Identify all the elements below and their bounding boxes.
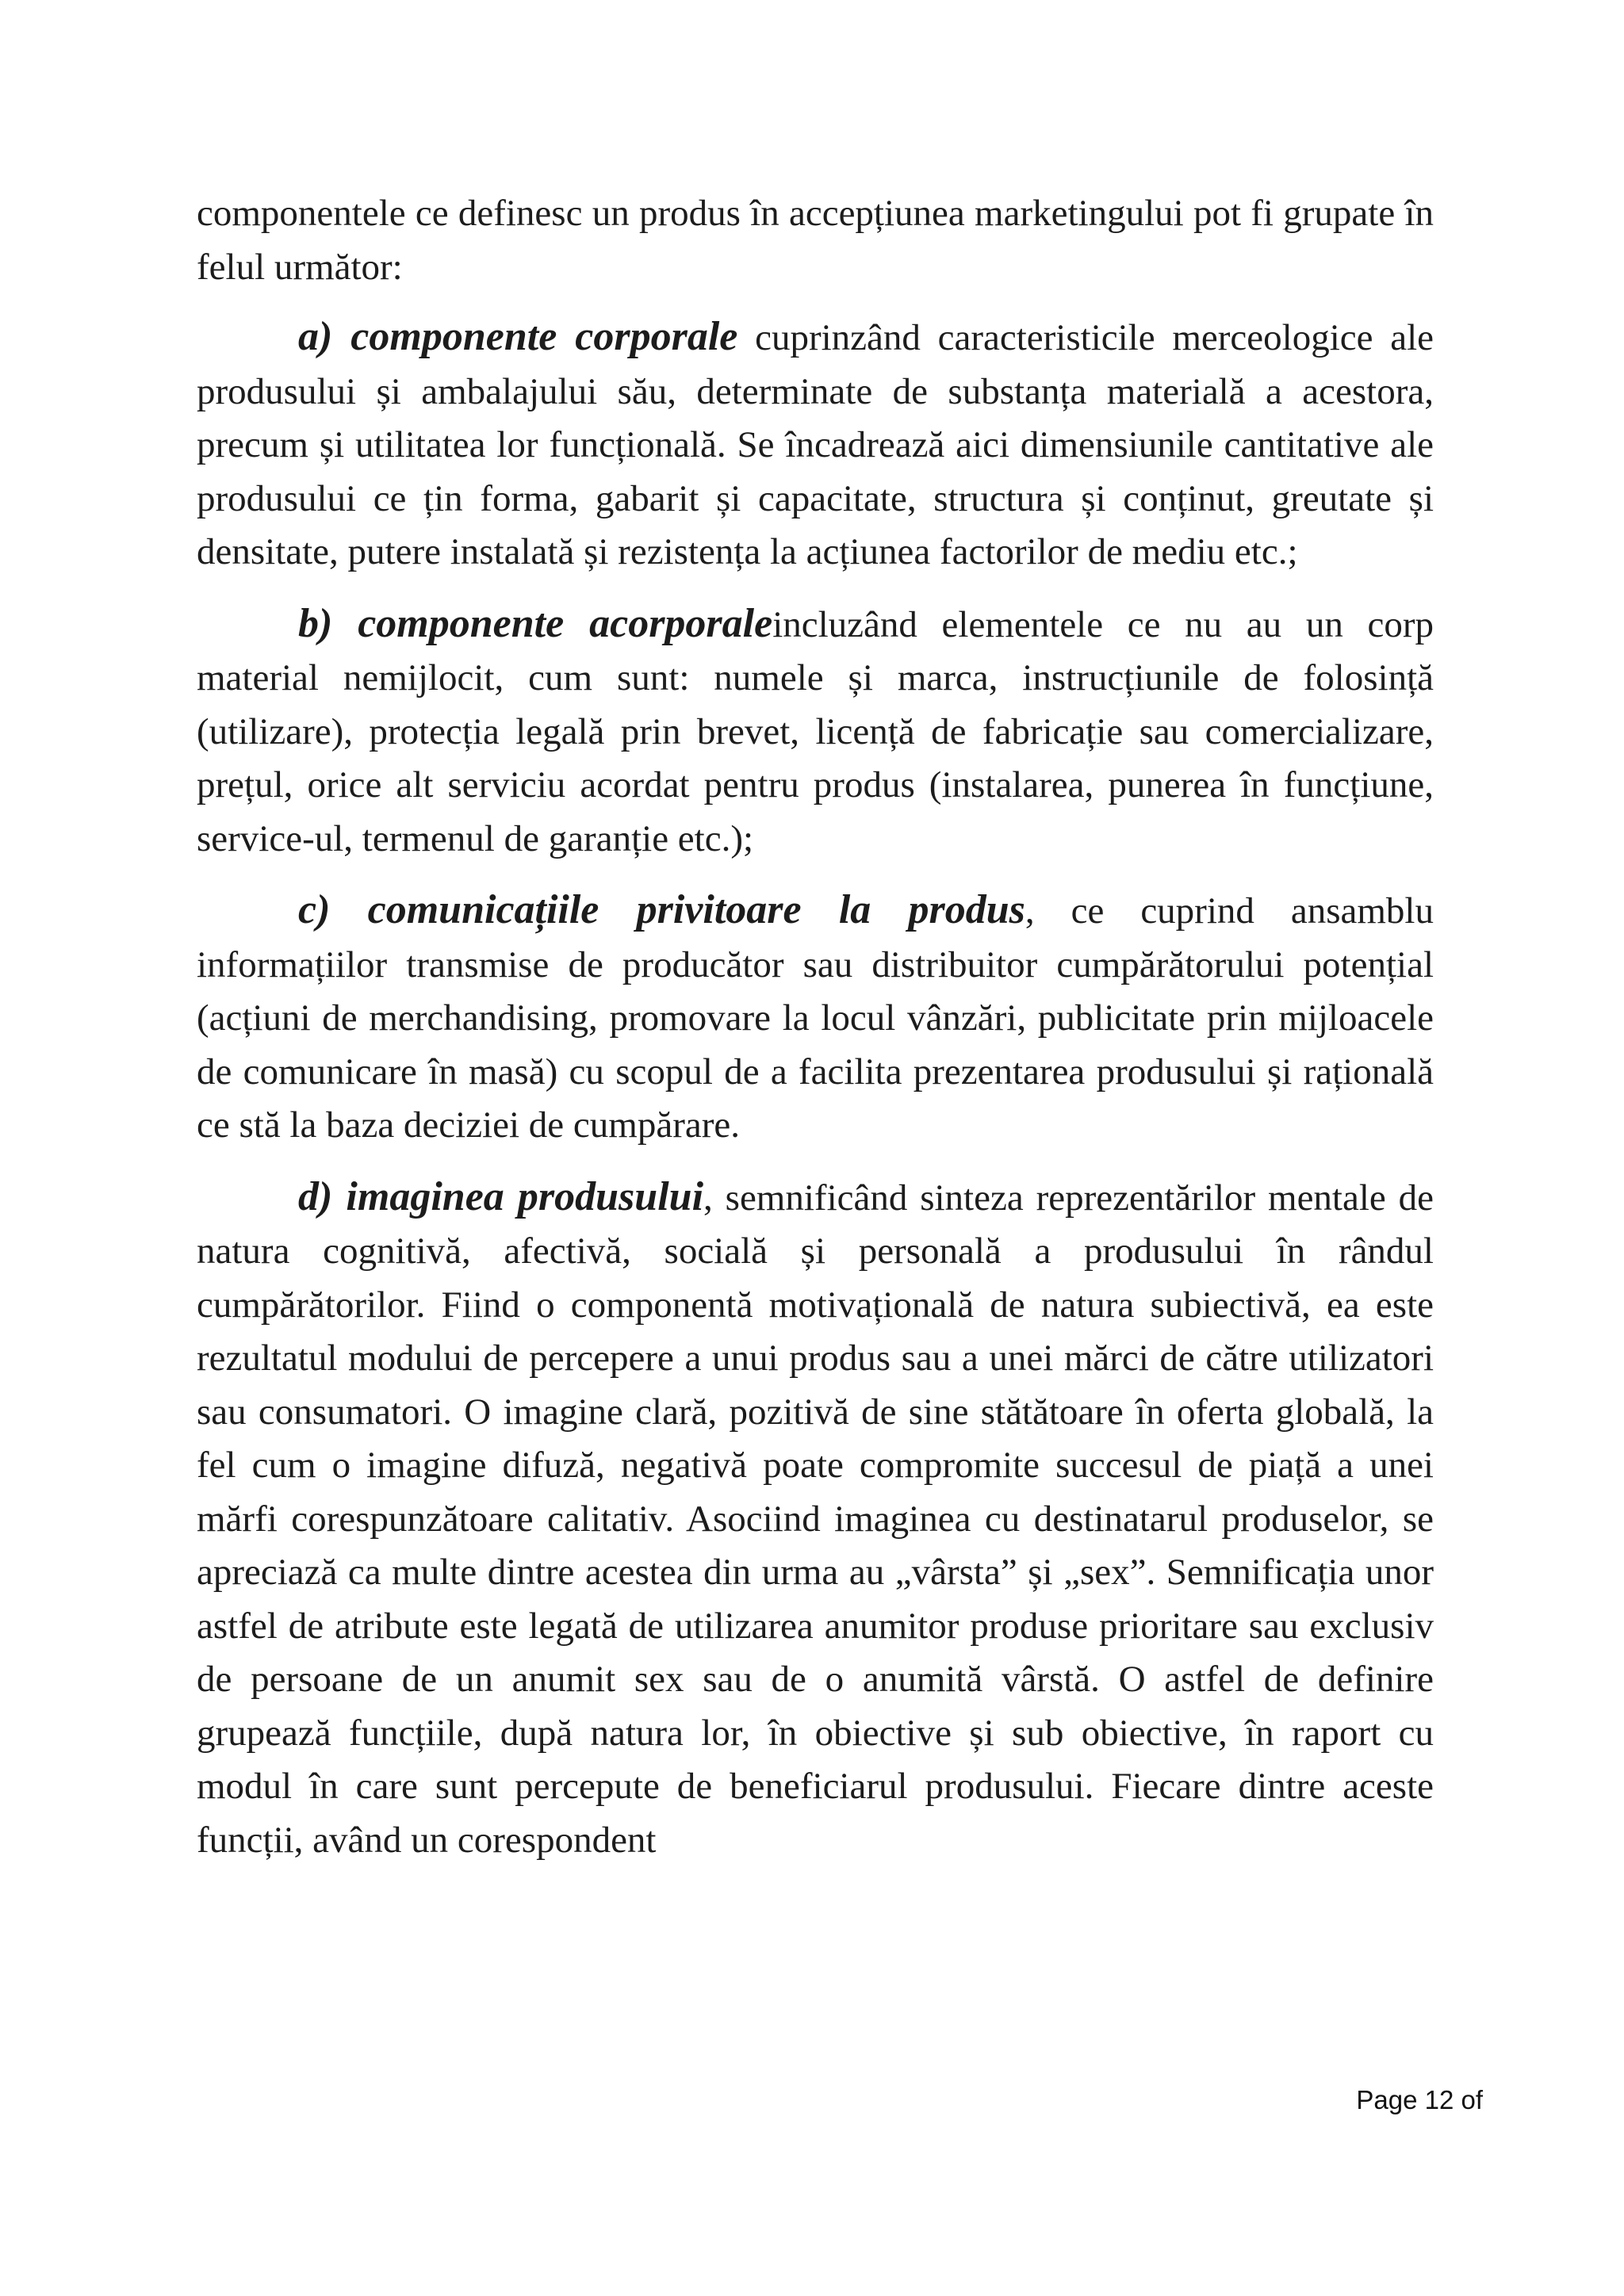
document-body bbox=[197, 187, 1434, 1885]
item-term-a: a) componente corporale bbox=[298, 314, 738, 359]
item-paragraph-d bbox=[197, 1170, 1434, 1868]
item-paragraph-a bbox=[197, 310, 1434, 580]
item-term-c: c) comunicațiile privitoare la produs bbox=[298, 887, 1025, 932]
item-paragraph-c bbox=[197, 883, 1434, 1153]
intro-paragraph: componentele ce definesc un produs în accepțiunea marketingului pot fi grupate în felul următor: bbox=[197, 193, 1434, 288]
item-text-a: cuprinzând caracteristicile merceologice ale produsului și ambalajului său, determinate de substanța materială a acestora, precum și utilitatea lor funcțională. Se încadrează aici dimensiunile cantitative ale produsului ce țin forma, gabarit și capacitate, structura și conținut, greutate și densitate, putere instalată și rezistența la acțiunea factorilor de mediu etc.; bbox=[197, 317, 1434, 572]
item-text-b: incluzând elementele ce nu au un corp material nemijlocit, cum sunt: numele și marca, instrucțiunile de folosință (utilizare), protecția legală prin brevet, licență de fabricație sau comercializare, prețul, orice alt serviciu acordat pentru produs (instalarea, punerea în funcțiune, service-ul, termenul de garanție etc.); bbox=[197, 603, 1434, 859]
page-number: Page 12 of bbox=[1356, 2085, 1483, 2114]
item-term-d: d) imaginea produsului bbox=[298, 1173, 704, 1219]
item-text-c: , ce cuprind ansamblu informațiilor transmise de producător sau distribuitor cumpărătorului potențial (acțiuni de merchandising, promovare la locul vânzări, publicitate prin mijloacele de comunicare în masă) cu scopul de a facilita prezentarea produsului și rațională ce stă la baza deciziei de cumpărare. bbox=[197, 890, 1434, 1146]
item-term-b: b) componente acorporale bbox=[298, 600, 773, 646]
item-paragraph-b bbox=[197, 597, 1434, 867]
item-text-d: , semnificând sinteza reprezentărilor mentale de natura cognitivă, afectivă, socială și personală a produsului în rândul cumpărătorilor. Fiind o componentă motivațională de natura subiectivă, ea este rezultatul modului de percepere a unui produs sau a unei mărci de către utilizatori sau consumatori. O imagine clară, pozitivă de sine stătătoare în oferta globală, la fel cum o imagine difuză, negativă poate compromite succesul de piață a unei mărfi corespunzătoare calitativ. Asociind imaginea cu destinatarul produselor, se apreciază ca multe dintre acestea din urma au „vârsta” și „sex”. Semnificația unor astfel de atribute este legată de utilizarea anumitor produse prioritare sau exclusiv de persoane de un anumit sex sau de o anumită vârstă. O astfel de definire grupează funcțiile, după natura lor, în obiective și sub obiective, în raport cu modul în care sunt percepute de beneficiarul produsului. Fiecare dintre aceste funcții, având un corespondent bbox=[197, 1177, 1434, 1861]
